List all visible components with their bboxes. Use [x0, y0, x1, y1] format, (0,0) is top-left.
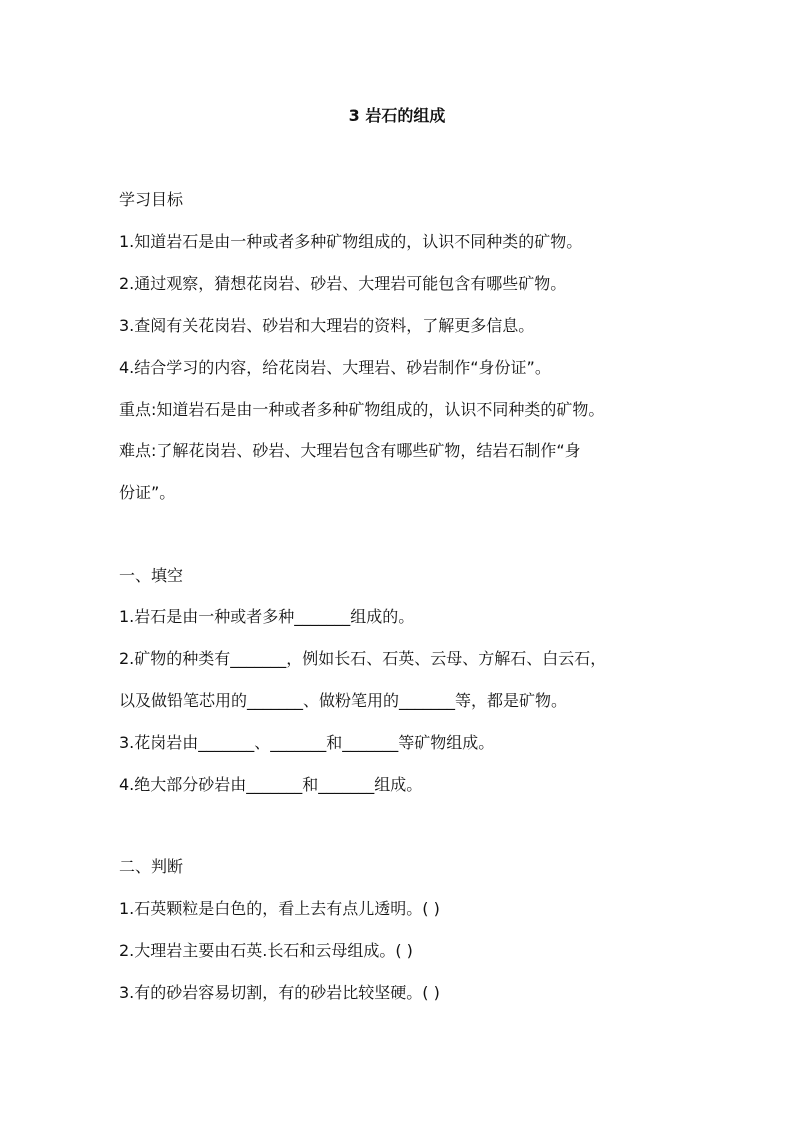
goal-item: 2.通过观察，猜想花岗岩、砂岩、大理岩可能包含有哪些矿物。 — [119, 274, 567, 293]
page-title: 3 岩石的组成 — [348, 106, 446, 125]
goals-heading: 学习目标 — [119, 190, 184, 209]
fill-question: 4.绝大部分砂岩由_______和_______组成。 — [119, 775, 423, 794]
key-point: 重点:知道岩石是由一种或者多种矿物组成的，认识不同种类的矿物。 — [119, 400, 605, 419]
goal-item: 4.结合学习的内容，给花岗岩、大理岩、砂岩制作“身份证”。 — [119, 358, 551, 377]
difficulty-line: 份证”。 — [119, 483, 176, 502]
judge-question: 1.石英颗粒是白色的，看上去有点儿透明。( ) — [119, 899, 440, 918]
fill-heading: 一、填空 — [119, 566, 184, 585]
judge-question: 2.大理岩主要由石英.长石和云母组成。( ) — [119, 941, 413, 960]
fill-question: 以及做铅笔芯用的_______、做粉笔用的_______等，都是矿物。 — [119, 691, 568, 710]
goal-item: 1.知道岩石是由一种或者多种矿物组成的，认识不同种类的矿物。 — [119, 232, 583, 251]
goal-item: 3.查阅有关花岗岩、砂岩和大理岩的资料，了解更多信息。 — [119, 316, 535, 335]
fill-question: 1.岩石是由一种或者多种_______组成的。 — [119, 607, 415, 626]
fill-question: 2.矿物的种类有_______，例如长石、石英、云母、方解石、白云石， — [119, 649, 607, 668]
difficulty-line: 难点:了解花岗岩、砂岩、大理岩包含有哪些矿物，结岩石制作“身 — [119, 441, 581, 460]
judge-question: 3.有的砂岩容易切割，有的砂岩比较坚硬。( ) — [119, 983, 440, 1002]
judge-heading: 二、判断 — [119, 857, 184, 876]
fill-question: 3.花岗岩由_______、_______和_______等矿物组成。 — [119, 733, 495, 752]
